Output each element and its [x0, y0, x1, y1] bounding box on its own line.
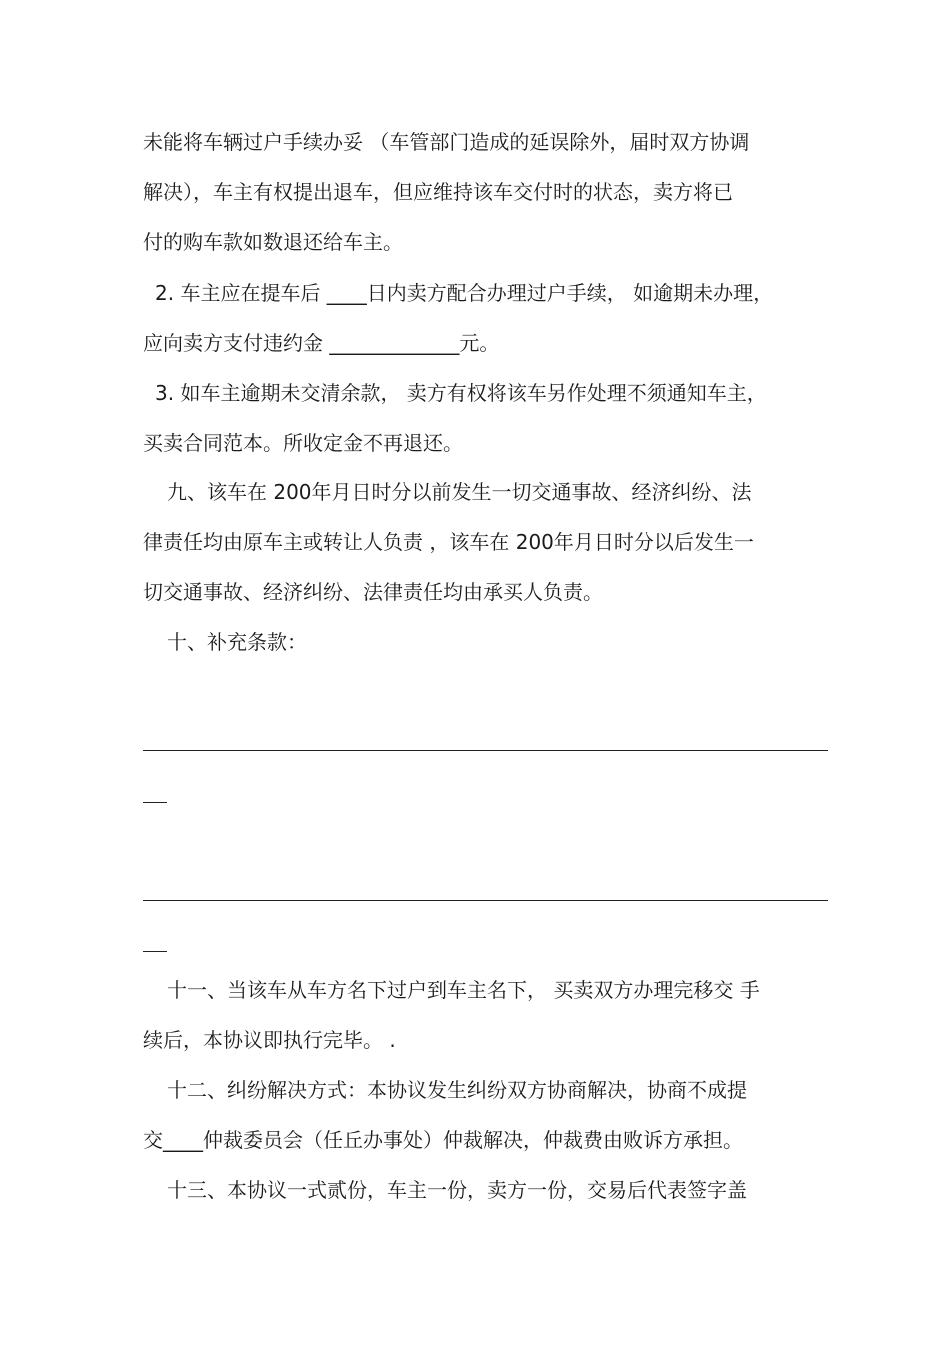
text-line: 2. 车主应在提车后 ____日内卖方配合办理过户手续， 如逾期未办理， [155, 281, 774, 305]
blank-fill-line [143, 750, 828, 751]
text-line: 应向卖方支付违约金 _____________元。 [143, 331, 500, 355]
text-line: 3. 如车主逾期未交清余款， 卖方有权将该车另作处理不须通知车主， [155, 381, 767, 405]
text-line: 十二、纠纷解决方式：本协议发生纠纷双方协商解决，协商不成提 [167, 1078, 747, 1102]
text-line: 交____仲裁委员会（任丘办事处）仲裁解决，仲裁费由败诉方承担。 [143, 1128, 743, 1152]
text-line: 买卖合同范本。所收定金不再退还。 [143, 431, 463, 455]
text-line: 未能将车辆过户手续办妥 （车管部门造成的延误除外，届时双方协调 [143, 130, 750, 154]
text-line: 付的购车款如数退还给车主。 [143, 230, 403, 254]
text-line: 十一、当该车从车方名下过户到车主名下， 买卖双方办理完移交 手 [167, 978, 760, 1002]
blank-fill-line [143, 900, 828, 901]
text-line: 解决），车主有权提出退车，但应维持该车交付时的状态，卖方将已 [143, 180, 733, 204]
text-line: 律责任均由原车主或转让人负责 ，该车在 200年月日时分以后发生一 [143, 530, 754, 554]
text-line: 切交通事故、经济纠纷、法律责任均由承买人负责。 [143, 580, 603, 604]
blank-fill-line-continuation [143, 802, 167, 803]
text-line: 十、补充条款： [167, 630, 307, 654]
blank-fill-line-continuation [143, 951, 167, 952]
text-line: 续后，本协议即执行完毕。 . [143, 1028, 396, 1052]
text-line: 九、该车在 200年月日时分以前发生一切交通事故、经济纠纷、法 [167, 480, 752, 504]
text-line: 十三、本协议一式贰份，车主一份，卖方一份，交易后代表签字盖 [167, 1178, 747, 1202]
